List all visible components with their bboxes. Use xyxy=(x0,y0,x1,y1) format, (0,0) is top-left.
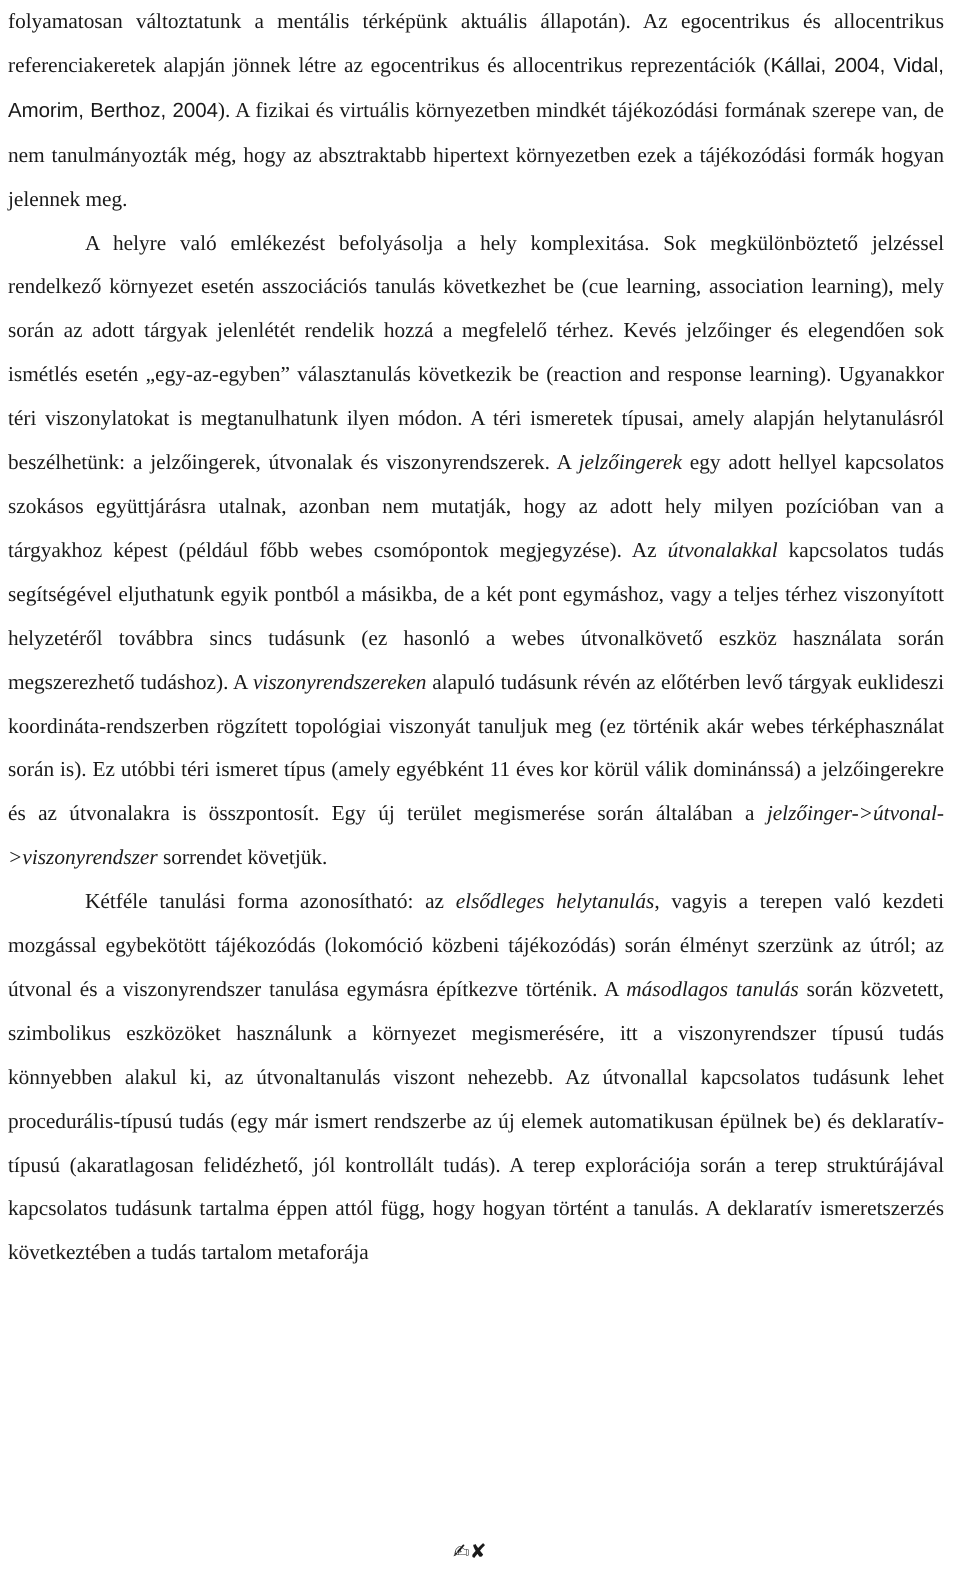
paragraph-3-text-b: , vagyis a terepen való kezdeti mozgással egybekötött tájékozódás (lokomóció közbeni tájékozódás) során élményt szerzünk az útról; az útvonal és a viszonyrendszer tanulása egymásra építkezve történik. A xyxy=(8,889,944,1001)
paragraph-3-text-a: Kétféle tanulási forma azonosítható: az xyxy=(85,889,456,914)
paragraph-3 xyxy=(8,880,944,1275)
paragraph-2-text-a: A helyre való emlékezést befolyásolja a hely komplexitása. Sok megkülönböztető jelzéssel rendelkező környezet esetén asszociációs tanulás következhet be (cue learning, association learning), mely során az adott tárgyak jelenlétét rendelik hozzá a megfelelő térhez. Kevés jelzőinger és elegendően sok ismétlés esetén „egy-az-egyben” választanulás következik be (reaction and response learning). Ugyanakkor téri viszonylatokat is megtanulhatunk ilyen módon. A téri ismeretek típusai, amely alapján helytanulásról beszélhetünk: a jelzőingerek, útvonalak és viszonyrendszerek. A xyxy=(8,230,944,475)
paragraph-2-text-c: kapcsolatos tudás segítségével eljuthatunk egyik pontból a másikba, de a két pont egymáshoz, vagy a teljes térhez viszonyított helyzetéről továbbra sincs tudásunk (ez hasonló a webes útvonalkövető eszköz használata során megszerezhető tudáshoz). A xyxy=(8,537,944,694)
term-sequence: jelzőinger->útvonal->viszonyrendszer xyxy=(8,801,944,870)
term-jelzoingerek: jelzőingerek xyxy=(578,450,682,475)
term-masodlagos-tanulas: másodlagos tanulás xyxy=(626,976,799,1001)
document-body xyxy=(8,0,944,1275)
writing-hand-icon: ✍ xyxy=(453,1539,470,1563)
term-viszonyrendszereken: viszonyrendszereken xyxy=(252,669,427,694)
cross-mark-icon: ✘ xyxy=(469,1539,487,1563)
paragraph-2 xyxy=(8,222,944,881)
term-elsodleges-helytanulas: elsődleges helytanulás xyxy=(455,889,655,914)
paragraph-1 xyxy=(8,0,944,222)
page-footer-ornament xyxy=(453,1538,497,1564)
paragraph-1-text-b: ). A fizikai és virtuális környezetben mindkét tájékozódási formának szerepe van, de nem tanulmányozták még, hogy az absztraktabb hipertext környezetben ezek a tájékozódási formák hogyan jelennek meg. xyxy=(8,97,944,211)
paragraph-2-text-b: egy adott hellyel kapcsolatos szokásos együttjárásra utalnak, azonban nem mutatják, hogy az adott hely milyen pozícióban van a tárgyakhoz képest (például főbb webes csomópontok megjegyzése). Az xyxy=(8,450,944,562)
paragraph-2-text-d: alapuló tudásunk révén az előtérben levő tárgyak euklideszi koordináta-rendszerben rögzített topológiai viszonyát tanuljuk meg (ez történik akár webes térképhasználat során is). Ez utóbbi téri ismeret típus (amely egyébként 11 éves kor körül válik dominánssá) a jelzőingerekre és az útvonalakra is összpontosít. Egy új terület megismerése során általában a xyxy=(8,669,944,826)
paragraph-1-text-a: folyamatosan változtatunk a mentális térképünk aktuális állapotán). Az egocentrikus és allocentrikus referenciakeretek alapján jönnek létre az egocentrikus és allocentrikus reprezentációk ( xyxy=(8,9,944,77)
term-utvonalakkal: útvonalakkal xyxy=(667,537,778,562)
paragraph-2-text-e: sorrendet követjük. xyxy=(157,845,328,870)
citation: Kállai, 2004, Vidal, Amorim, Berthoz, 2004 xyxy=(8,54,944,122)
paragraph-3-text-c: során közvetett, szimbolikus eszközöket használunk a környezet megismerésére, itt a viszonyrendszer típusú tudás könnyebben alakul ki, az útvonaltanulás viszont nehezebb. Az útvonallal kapcsolatos tudásunk lehet procedurális-típusú tudás (egy már ismert rendszerbe az új elemek automatikusan épülnek be) és deklaratív-típusú (akaratlagosan felidézhető, jól kontrollált tudás). A terep explorációja során a terep struktúrájával kapcsolatos tudásunk tartalma éppen attól függ, hogy hogyan történt a tanulás. A deklaratív ismeretszerzés következtében a tudás tartalom metaforája xyxy=(8,976,944,1265)
